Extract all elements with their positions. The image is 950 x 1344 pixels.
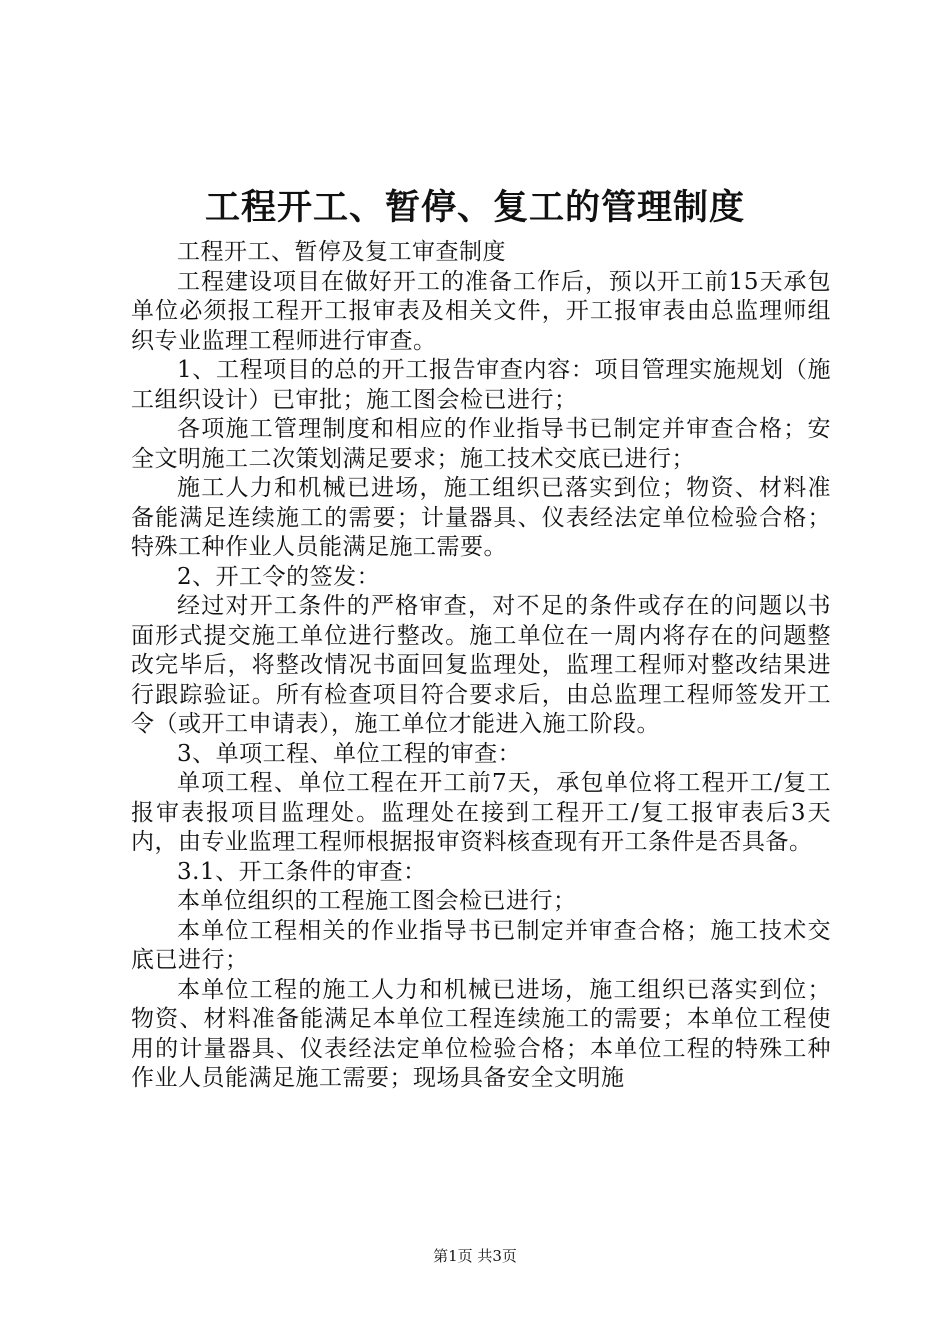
paragraph-section-2: 2、开工令的签发： <box>177 563 381 590</box>
paragraph-order-issuing: 经过对开工条件的严格审查，对不足的条件或存在的问题以书面形式提交施工单位进行整改。施工单位在一周内将存在的问题整改完毕后，将整改情况书面回复监理处，监理工程师对整改结果进行跟踪验证。所有检查项目符合要求后，由总监理工程师签发开工令（或开工申请表），施工单位才能进入施工阶段。 <box>131 593 831 737</box>
paragraph-intro: 工程建设项目在做好开工的准备工作后，预以开工前15天承包单位必须报工程开工报审表及相关文件，开工报审表由总监理师组织专业监理工程师进行审查。 <box>131 268 831 354</box>
paragraph-section-3: 3、单项工程、单位工程的审查： <box>177 740 522 767</box>
paragraph-unit-resources: 本单位工程的施工人力和机械已进场，施工组织已落实到位；物资、材料准备能满足本单位工程连续施工的需要；本单位工程使用的计量器具、仪表经法定单位检验合格；本单位工程的特殊工种作业人员能满足施工需要；现场具备安全文明施 <box>131 976 831 1091</box>
paragraph-subtitle: 工程开工、暂停及复工审查制度 <box>177 239 506 265</box>
paragraph-resources: 施工人力和机械已进场，施工组织已落实到位；物资、材料准备能满足连续施工的需要；计量器具、仪表经法定单位检验合格；特殊工种作业人员能满足施工需要。 <box>131 475 831 560</box>
document-title: 工程开工、暂停、复工的管理制度 <box>204 187 745 228</box>
page-number-footer: 第1页 共3页 <box>433 1247 517 1265</box>
document-body <box>131 238 831 1094</box>
paragraph-drawing-check: 本单位组织的工程施工图会检已进行； <box>177 888 577 914</box>
paragraph-guidance-docs: 本单位工程相关的作业指导书已制定并审查合格；施工技术交底已进行； <box>131 917 831 973</box>
paragraph-section-1: 1、工程项目的总的开工报告审查内容：项目管理实施规划（施工组织设计）已审批；施工图会检已进行； <box>131 357 831 413</box>
paragraph-unit-review: 单项工程、单位工程在开工前7天，承包单位将工程开工/复工报审表报项目监理处。监理处在接到工程开工/复工报审表后3天内，由专业监理工程师根据报审资料核查现有开工条件是否具备。 <box>131 770 831 855</box>
paragraph-section-3-1: 3.1、开工条件的审查： <box>177 858 427 885</box>
paragraph-management-rules: 各项施工管理制度和相应的作业指导书已制定并审查合格；安全文明施工二次策划满足要求；施工技术交底已进行； <box>131 416 831 472</box>
